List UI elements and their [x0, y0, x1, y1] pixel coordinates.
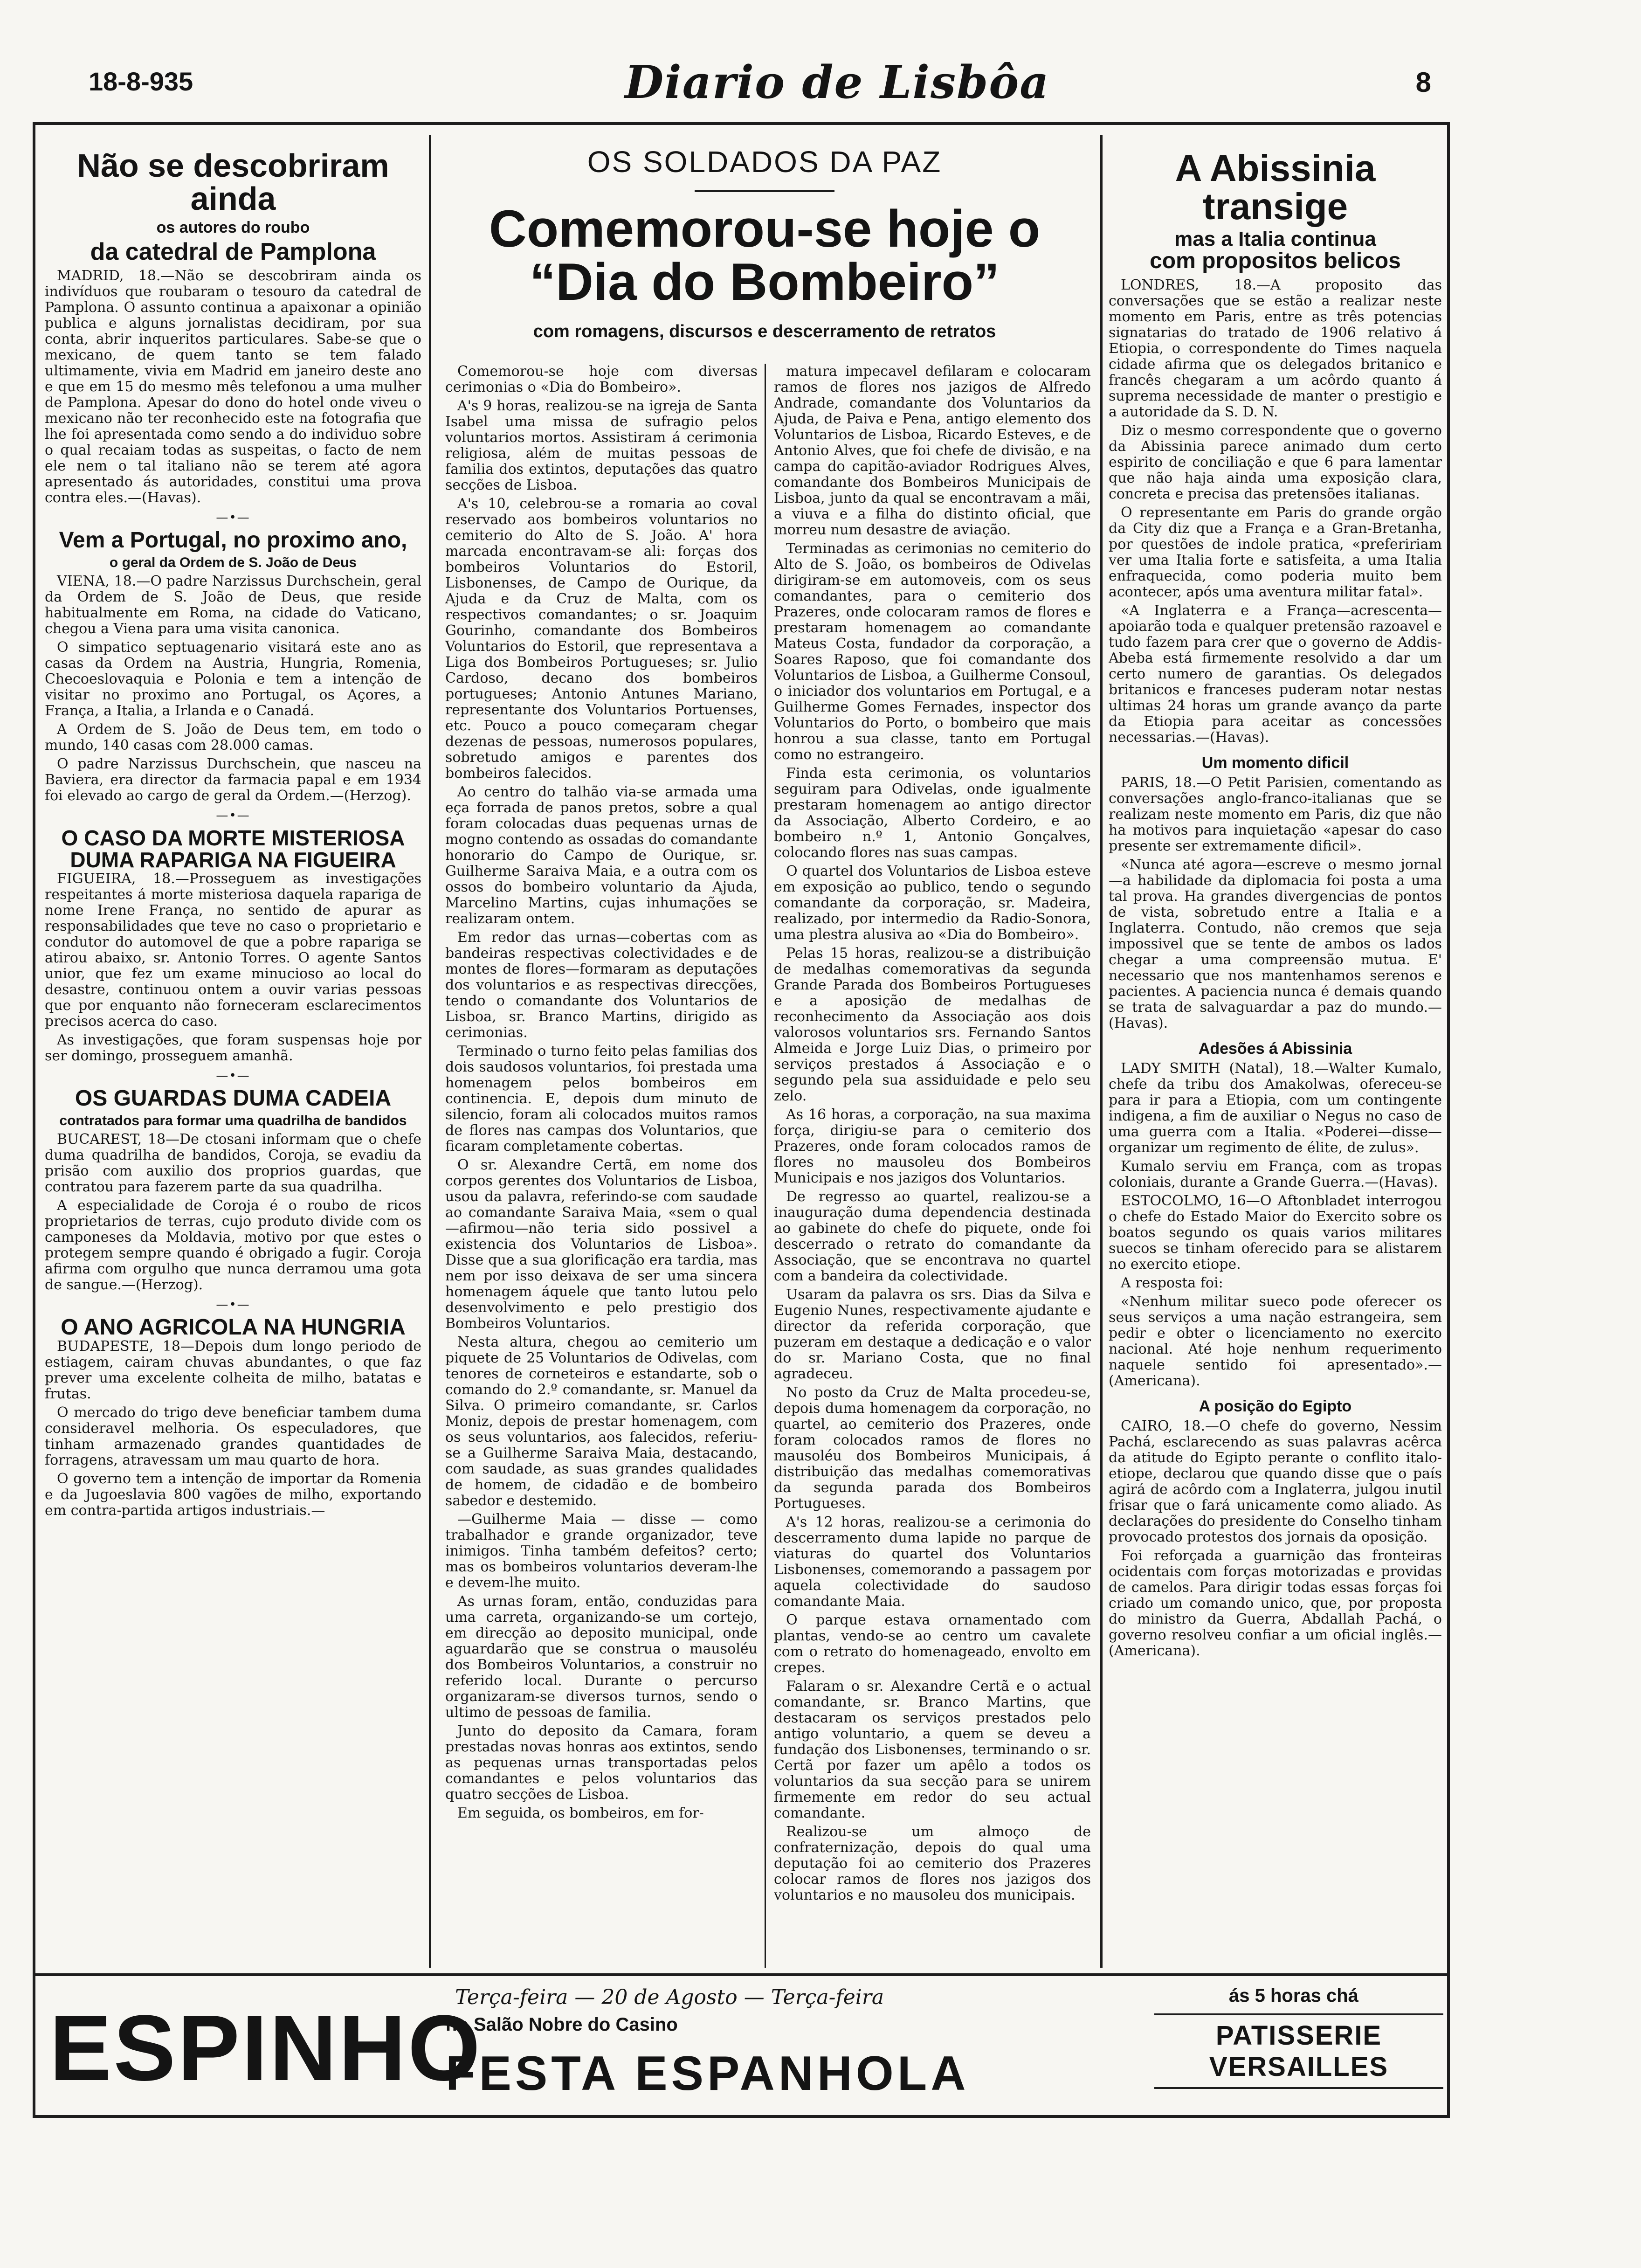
- newspaper-title: Diario de Lisbôa: [625, 56, 1050, 109]
- center-column-1: [445, 364, 758, 1968]
- article-paragraph: CAIRO, 18.—O chefe do governo, Nessim Pachá, esclarecendo as suas palavras acêrca da atitude do Egipto perante o conflito italo-etiope, declarou que quando disse que o país agirá de acôrdo com a Inglaterra, julgou inutil frisar que o fará unicamente como aliado. As declarações do presidente do Conselho tinham provocado protestos dos jornais da oposição.: [1109, 1418, 1442, 1546]
- left-column: [45, 140, 421, 1968]
- article-paragraph: O quartel dos Voluntarios de Lisboa esteve em exposição ao publico, tendo o segundo comandante da corporação, sr. Madeira, realizado, por intermedio da Radio-Sonora, uma plestra alusiva ao «Dia do Bombeiro».: [774, 863, 1091, 943]
- ad-date: Terça-feira — 20 de Agosto — Terça-feira: [455, 1985, 884, 2009]
- center-header: [438, 140, 1091, 359]
- article-paragraph: «Nunca até agora—escreve o mesmo jornal—a habilidade da diplomacia foi posta a uma tal prova. Ha grandes divergencias de pontos de vista, sobretudo entre a Italia e a Inglaterra. Contudo, não cremos que seja impossivel que se tente de ambos os lados chegar a uma compreensão mutua. E' necessario que nos mantenhamos serenos e pacientes. A paciencia nunca é demais quando se trata de salvaguardar a paz do mundo.—(Havas).: [1109, 857, 1442, 1032]
- article-subheadline: da catedral de Pamplona: [90, 238, 376, 265]
- article-paragraph: Junto do deposito da Camara, foram prestadas novas honras aos extintos, sendo as pequenas urnas transportadas pelos comandantes e pelos voluntarios das quatro secções de Lisboa.: [445, 1723, 758, 1803]
- separator: —•—: [216, 510, 250, 525]
- page-number: 8: [1415, 67, 1431, 98]
- article-paragraph: O governo tem a intenção de importar da Romenia e da Jugoeslavia 800 vagões de milho, exportando em contra-partida artigos industriais.—: [45, 1471, 421, 1519]
- article-paragraph: Terminado o turno feito pelas familias dos dois saudosos voluntarios, foi prestada uma homenagem pelos bombeiros em continencia. E, depois dum minuto de silencio, foram ali colocados muitos ramos de flores nas campas dos Voluntarios, que ficaram completamente cobertas.: [445, 1043, 758, 1155]
- article-paragraph: Em redor das urnas—cobertas com as bandeiras respectivas colectividades e de montes de flores—formaram as deputações dos voluntarios e as respectivas direcções, tendo o comandante dos Voluntarios de Lisboa, sr. Branco Martins, dirigido as cerimonias.: [445, 929, 758, 1041]
- column-rule-right: [1100, 135, 1103, 1968]
- article-paragraph: VIENA, 18.—O padre Narzissus Durchschein, geral da Ordem de S. João de Deus, que reside habitualmente em Roma, na cidade do Vaticano, chegou a Viena para uma visita canonica.: [45, 573, 421, 637]
- article-paragraph: O sr. Alexandre Certã, em nome dos corpos gerentes dos Voluntarios de Lisboa, usou da palavra, referindo-se com saudade ao comandante Saraiva Maia, «sem o qual—afirmou—não teria sido possivel a existencia dos Voluntarios de Lisboa». Disse que a sua glorificação era tardia, mas nem por isso deixava de ser uma sincera homenagem áquele que tanto lutou pelo desenvolvimento e pelo prestigio dos Bombeiros Voluntarios.: [445, 1157, 758, 1332]
- article-paragraph: Falaram o sr. Alexandre Certã e o actual comandante, sr. Branco Martins, que destacaram os serviços prestados pelo antigo voluntario, a quem se deveu a fundação dos Lisbonenses, terminando o sr. Certã por fazer um apêlo a todos os voluntarios da sua secção para se unirem firmemente em redor do seu actual comandante.: [774, 1678, 1091, 1821]
- article-paragraph: A's 12 horas, realizou-se a cerimonia do descerramento duma lapide no parque de viaturas do quartel dos Voluntarios Lisbonenses, comemorando a passagem por aquela colectividade do saudoso comandante Maia.: [774, 1514, 1091, 1610]
- article-headline: O CASO DA MORTE MISTERIOSA DUMA RAPARIGA NA FIGUEIRA: [61, 825, 405, 872]
- article-paragraph: LONDRES, 18.—A proposito das conversações que se estão a realizar neste momento em Paris, entre as três potencias signatarias do tratado de 1906 relativo á Etiopia, o correspondente do Times naquela cidade afirma que os delegados britanico e francês chegaram a um acôrdo quanto á suprema necessidade de manter o prestigio e a autoridade da S. D. N.: [1109, 277, 1442, 421]
- article-paragraph: A especialidade de Coroja é o roubo de ricos proprietarios de terras, cujo produto divide com os camponeses da Moldavia, motivo por que estes o protegem sempre quando é obrigado a fugir. Coroja afirma com orgulho que nunca derramou uma gota de sangue.—(Herzog).: [45, 1197, 421, 1293]
- article-headline: A Abissinia transige: [1175, 147, 1376, 227]
- issue-date: 18-8-935: [89, 67, 193, 96]
- article-paragraph: A's 10, celebrou-se a romaria ao coval reservado aos bombeiros voluntarios no cemiterio do Alto de S. João. A' hora marcada encontravam-se ali: forças dos bombeiros Voluntarios do Estoril, Lisbonenses, de Campo de Ourique, da Ajuda e da Cruz de Malta, com os respectivos comandantes; o sr. Joaquim Gourinho, comandante dos Bombeiros Voluntarios do Estoril, que representava a Liga dos Bombeiros Portugueses; sr. Julio Cardoso, decano dos bombeiros portugueses; Antonio Antunes Mariano, representante dos Voluntarios Portuenses, etc. Pouco a pouco começaram chegar dezenas de pessoas, numerosos populares, sobretudo amigos e parentes dos bombeiros falecidos.: [445, 496, 758, 781]
- article-paragraph: Nesta altura, chegou ao cemiterio um piquete de 25 Voluntarios de Odivelas, com tenores de corneteiros e estandarte, sob o comando do 2.º comandante, sr. Manuel da Silva. O primeiro comandante, sr. Carlos Moniz, depois de prestar homenagem, com os seus voluntarios, aos falecidos, referiu-se a Guilherme Saraiva Maia, destacando, com saudade, as suas grandes qualidades de homem, de cidadão e de bombeiro sabedor e destemido.: [445, 1334, 758, 1509]
- article-paragraph: Terminadas as cerimonias no cemiterio do Alto de S. João, os bombeiros de Odivelas dirigiram-se em automoveis, com os seus comandantes, para o cemiterio dos Prazeres, onde colocaram ramos de flores e prestaram homenagem ao comandante Mateus Costa, fundador da corporação, a Soares Raposo, que foi comandante dos Voluntarios de Lisboa, a Guilherme Consoul, o iniciador dos voluntarios em Portugal, e a Guilherme Gomes Fernades, inspector dos Voluntarios do Porto, o bombeiro que mais honrou a sua classe, tanto em Portugal como no estrangeiro.: [774, 540, 1091, 763]
- ad-festa-espanhola: FESTA ESPANHOLA: [446, 2047, 970, 2101]
- article-paragraph: As urnas foram, então, conduzidas para uma carreta, organizando-se um cortejo, em direcção ao deposito municipal, onde aguardarão que se construa o mausoléu dos Bombeiros Voluntarios, a construir no referido local. Durante o percurso organizaram-se diversos turnos, sendo o ultimo de pessoas de familia.: [445, 1593, 758, 1721]
- center-column-2: [774, 364, 1091, 1968]
- article-subheadline: o geral da Ordem de S. João de Deus: [109, 554, 357, 570]
- article-paragraph: De regresso ao quartel, realizou-se a inauguração duma dependencia destinada ao gabinete do chefe do piquete, onde foi descerrado o retrato do comandante da Associação, que se encontrava no quartel com a bandeira da colectividade.: [774, 1189, 1091, 1284]
- article-subheadline: com propositos belicos: [1150, 249, 1401, 274]
- article-paragraph: O simpatico septuagenario visitará este ano as casas da Ordem na Austria, Hungria, Romenia, Checoeslovaquia e Polonia e tem a intenção de visitar no proximo ano Portugal, os Açores, a França, a Italia, a Irlanda e o Canadá.: [45, 639, 421, 719]
- column-rule-center: [765, 364, 766, 1968]
- article-paragraph: O parque estava ornamentado com plantas, vendo-se ao centro um cavalete com o retrato do homenageado, envolto em crepes.: [774, 1612, 1091, 1676]
- article-headline: Adesões á Abissinia: [1198, 1040, 1352, 1058]
- article-paragraph: Finda esta cerimonia, os voluntarios seguiram para Odivelas, onde igualmente prestaram homenagem ao antigo director da Associação, Alberto Cordeiro, e ao bombeiro n.º 1, Antonio Gonçalves, colocando flores nas suas campas.: [774, 765, 1091, 861]
- ad-venue: no Salão Nobre do Casino: [446, 2014, 678, 2035]
- article-paragraph: As investigações, que foram suspensas hoje por ser domingo, prosseguem amanhã.: [45, 1031, 421, 1064]
- article-paragraph: BUDAPESTE, 18—Depois dum longo periodo de estiagem, cairam chuvas abundantes, o que faz prever uma excelente colheita de milho, batatas e frutas.: [45, 1338, 421, 1403]
- ad-espinho: ESPINHO: [49, 1996, 483, 2100]
- kicker-rule: [695, 190, 834, 192]
- article-paragraph: O mercado do trigo deve beneficiar tambem duma consideravel melhoria. Os especuladores, que tinham armazenado grandes quantidades de forragens, atravessam um mau quarto de hora.: [45, 1404, 421, 1469]
- article-subheadline: os autores do roubo: [156, 218, 310, 236]
- article-paragraph: Em seguida, os bombeiros, em for-: [457, 1805, 704, 1821]
- article-headline: Não se descobriram ainda: [77, 147, 389, 217]
- article-paragraph: A Ordem de S. João de Deus tem, em todo o mundo, 140 casas com 28.000 camas.: [45, 721, 421, 754]
- article-paragraph: «A Inglaterra e a França—acrescenta—apoiarão toda e qualquer pretensão razoavel e tudo fazem para crer que o governo de Addis-Abeba está firmemente resolvido a dar um certo numero de garantias. Os delegados britanicos e franceses puderam notar nestas ultimas 24 horas um grande avanço da parte da Etiopia para aceitar as concessões necessarias.—(Havas).: [1109, 602, 1442, 746]
- article-paragraph: PARIS, 18.—O Petit Parisien, comentando as conversações anglo-franco-italianas que se realizam neste momento em Paris, diz que não ha motivos para inquietação «apesar do caso presente ser extremamente dificil».: [1109, 774, 1442, 855]
- article-paragraph: ESTOCOLMO, 16—O Aftonbladet interrogou o chefe do Estado Maior do Exercito sobre os boatos segundo os quais varios militares suecos se tinham oferecido para se alistarem no exercito etiope.: [1109, 1193, 1442, 1273]
- article-paragraph: matura impecavel defilaram e colocaram ramos de flores nos jazigos de Alfredo Andrade, comandante dos Voluntarios da Ajuda, de Paiva e Pena, antigo elemento dos Voluntarios de Lisboa, Ricardo Esteves, e de Antonio Alves, que foi chefe de divisão, e na campa do capitão-aviador Rodrigues Alves, comandante dos Bombeiros Municipais de Lisboa, junto da qual se encontravam a mãi, a viuva e a filha do distinto oficial, que morreu num desastre de aviação.: [774, 364, 1091, 538]
- article-paragraph: Pelas 15 horas, realizou-se a distribuição de medalhas comemorativas da segunda Grande Parada dos Bombeiros Portugueses e a aposição de medalhas de reconhecimento da Associação aos dois valorosos voluntarios srs. Fernando Santos Almeida e Jorge Luiz Dias, o primeiro por serviços prestados á Associação e o segundo pela sua assiduidade e pelo seu zelo.: [774, 945, 1091, 1104]
- article-paragraph: Realizou-se um almoço de confraternização, depois do qual uma deputação foi ao cemiterio dos Prazeres colocar ramos de flores nos jazigos dos voluntarios e no mausoleu dos municipais.: [774, 1824, 1091, 1903]
- article-paragraph: Usaram da palavra os srs. Dias da Silva e Eugenio Nunes, respectivamente ajudante e director da referida corporação, que puzeram em destaque a dedicação e o valor do sr. Mariano Costa, que no final agradeceu.: [774, 1286, 1091, 1382]
- article-paragraph: O representante em Paris do grande orgão da City diz que a França e a Gran-Bretanha, por questões de indole pratica, «prefeririam ver uma Italia forte e satisfeita, a uma Italia enfraquecida, como poderia muito bem acontecer, após uma aventura militar fatal».: [1109, 505, 1442, 601]
- article-paragraph: Ao centro do talhão via-se armada uma eça forrada de panos pretos, sobre a qual foram colocadas duas pequenas urnas de mogno contendo as ossadas do comandante honorario do Campo de Ourique, sr. Guilherme Saraiva Maia, e a outra com os ossos do bombeiro voluntario da Ajuda, Marcelino Martins, cujas inhumações se realizaram ontem.: [445, 784, 758, 927]
- article-paragraph: FIGUEIRA, 18.—Prosseguem as investigações respeitantes á morte misteriosa daquela rapariga de nome Irene França, no sentido de apurar as responsabilidades que teve no caso o proprietario e condutor do automovel de que a pobre rapariga se atirou abaixo, sr. Antonio Torres. O agente Santos unior, que fez um exame minucioso ao local do desastre, continuou ontem a ouvir varias pessoas que por enquanto não forneceram esclarecimentos precisos acerca do caso.: [45, 870, 421, 1030]
- separator: —•—: [216, 1297, 250, 1312]
- article-paragraph: LADY SMITH (Natal), 18.—Walter Kumalo, chefe da tribu dos Amakolwas, ofereceu-se para ir para a Etiopia, com um contingente indigena, a fim de auxiliar o Negus no caso de uma guerra com a Italia. «Poderei—disse—organizar um regimento de élite, de zulus».: [1109, 1060, 1442, 1156]
- separator: —•—: [216, 808, 250, 823]
- masthead: [89, 56, 1431, 107]
- ad-patisserie-versailles: PATISSERIE VERSAILLES: [1154, 2013, 1443, 2089]
- center-col2-text: [774, 364, 1091, 1903]
- article-paragraph: MADRID, 18.—Não se descobriram ainda os indivíduos que roubaram o tesouro da catedral de Pamplona. O assunto continua a apaixonar a opinião publica e alguns jornalistas decidiram, por sua conta, abrir inqueritos particulares. Sabe-se que o mexicano, de quem tanto se tem falado ultimamente, vivia em Madrid em janeiro deste ano e que em 15 do mesmo mês telefonou a uma mulher de Pamplona. Apesar do dono do hotel onde viveu o mexicano não ter reconhecido este na fotografia que lhe foi apresentada como sendo a do individuo sobre o qual recaiam todas as suspeitas, o facto de nem ele nem o tal italiano não se terem até agora apresentado ás autoridades, constitui uma prova contra eles.—(Havas).: [45, 267, 421, 506]
- article-headline: OS GUARDAS DUMA CADEIA: [75, 1086, 392, 1111]
- article-paragraph: A's 9 horas, realizou-se na igreja de Santa Isabel uma missa de sufragio pelos voluntarios mortos. Assistiram á cerimonia religiosa, além de muitas pessoas de familia dos extintos, deputações das quatro secções de Lisboa.: [445, 398, 758, 493]
- article-paragraph: As 16 horas, a corporação, na sua maxima força, dirigiu-se para o cemiterio dos Prazeres, onde foram colocados ramos de flores no mausoleu dos Bombeiros Municipais e nos jazigos dos Voluntarios.: [774, 1106, 1091, 1186]
- article-subheadline: mas a Italia continua: [1174, 228, 1376, 251]
- article-paragraph: A resposta foi:: [1121, 1275, 1223, 1292]
- article-headline: Um momento dificil: [1201, 754, 1349, 772]
- article-paragraph: Diz o mesmo correspondente que o governo da Abissinia parece animado dum certo espirito de conciliação e que 6 para lamentar que não haja ainda uma exposição clara, concreta e precisa das pretensões italianas.: [1109, 422, 1442, 503]
- article-paragraph: «Nenhum militar sueco pode oferecer os seus serviços a uma nação estrangeira, sem pedir e obter o licenciamento no exercito nacional. Até hoje nenhum requerimento naquele sentido foi apresentado».—(Americana).: [1109, 1293, 1442, 1390]
- main-subheadline: com romagens, discursos e descerramento de retratos: [533, 322, 996, 342]
- center-col1-text: [445, 364, 758, 1821]
- article-paragraph: Kumalo serviu em França, com as tropas coloniais, durante a Grande Guerra.—(Havas).: [1109, 1158, 1442, 1191]
- article-paragraph: No posto da Cruz de Malta procedeu-se, depois duma homenagem da corporação, no quartel, ao cemiterio dos Prazeres, onde foram colocados ramos de flores no mausoléu dos Bombeiros Municipais, á distribuição das medalhas comemorativas da segunda parada dos Bombeiros Portugueses.: [774, 1384, 1091, 1512]
- separator: —•—: [216, 1068, 250, 1083]
- article-paragraph: BUCAREST, 18—De ctosani informam que o chefe duma quadrilha de bandidos, Coroja, se evadiu da prisão com auxilio dos proprios guardas, que contratou para fazerem parte da sua quadrilha.: [45, 1131, 421, 1195]
- article-paragraph: —Guilherme Maia — disse — como trabalhador e grande organizador, teve inimigos. Tinha também defeitos? certo; mas os bombeiros voluntarios deveram-lhe e devem-lhe muito.: [445, 1511, 758, 1591]
- article-headline: O ANO AGRICOLA NA HUNGRIA: [61, 1314, 406, 1340]
- column-rule-left: [429, 135, 431, 1968]
- article-paragraph: Comemorou-se hoje com diversas cerimonias o «Dia do Bombeiro».: [445, 364, 758, 395]
- article-paragraph: O padre Narzissus Durchschein, que nasceu na Baviera, era director da farmacia papal e em 1934 foi elevado ao cargo de geral da Ordem.—(Herzog).: [45, 755, 421, 804]
- article-headline: Vem a Portugal, no proximo ano,: [59, 527, 407, 553]
- article-paragraph: Foi reforçada a guarnição das fronteiras ocidentais com forças motorizadas e providas de camelos. Para dirigir todas essas forças foi criado um comando unico, que, por proposta do ministro da Guerra, Abdallah Pachá, o governo resolveu confiar a um oficial inglês.—(Americana).: [1109, 1548, 1442, 1660]
- right-column: [1109, 140, 1442, 1968]
- main-headline: Comemorou-se hoje o “Dia do Bombeiro”: [489, 200, 1041, 311]
- ad-tea-time: ás 5 horas chá: [1229, 1985, 1358, 2006]
- section-kicker: OS SOLDADOS DA PAZ: [587, 145, 942, 179]
- article-subheadline: contratados para formar uma quadrilha de bandidos: [59, 1113, 407, 1128]
- article-headline: A posição do Egipto: [1199, 1397, 1352, 1416]
- advertisement-bar: [35, 1973, 1447, 2118]
